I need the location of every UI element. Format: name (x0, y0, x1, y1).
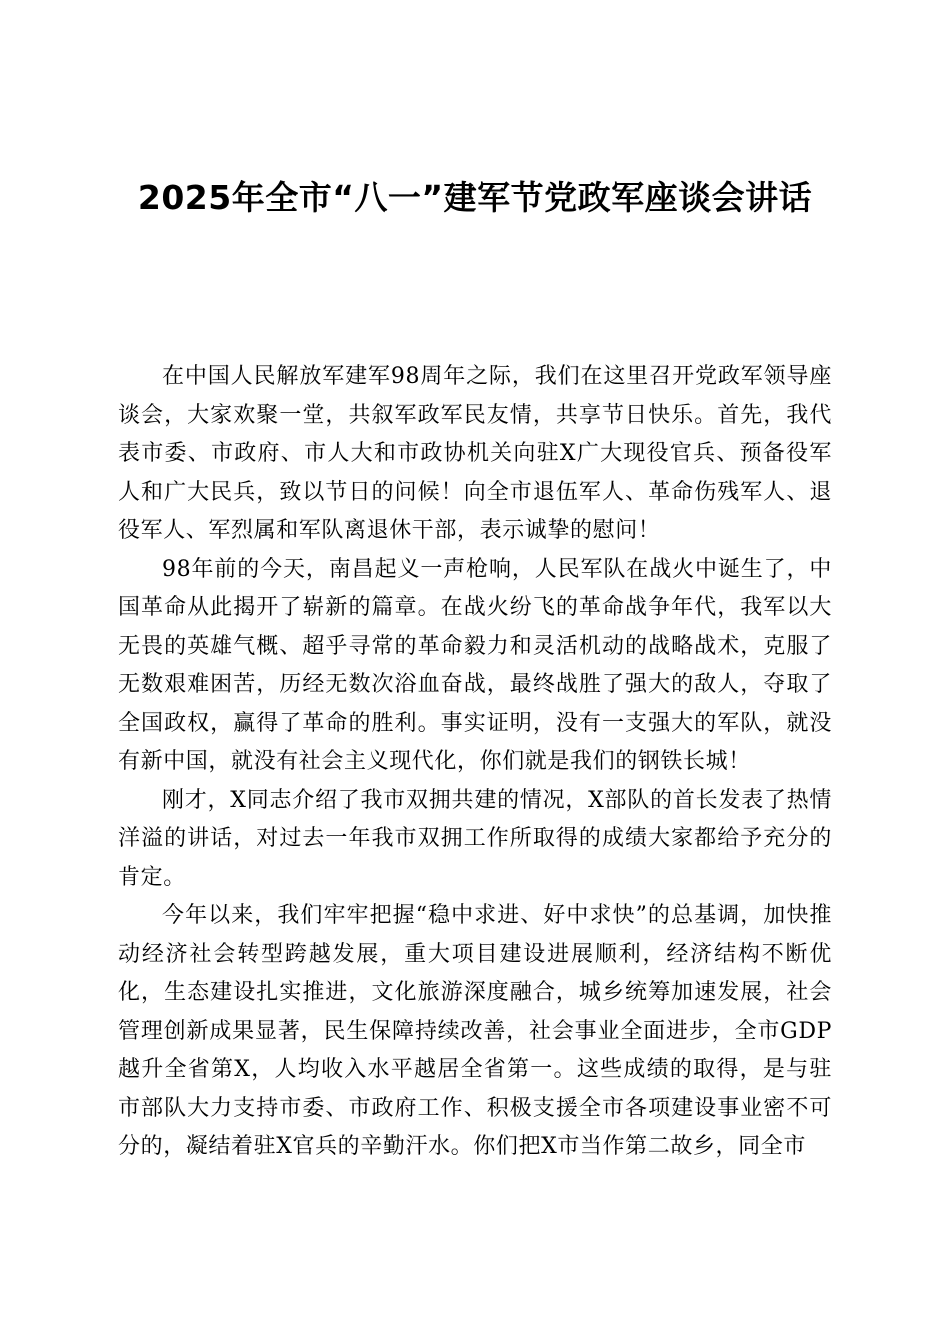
paragraph-3: 刚才，X同志介绍了我市双拥共建的情况，X部队的首长发表了热情洋溢的讲话，对过去一年我市双拥工作所取得的成绩大家都给予充分的肯定。 (118, 787, 832, 890)
document-body (118, 358, 832, 1167)
paragraph-1: 在中国人民解放军建军98周年之际，我们在这里召开党政军领导座谈会，大家欢聚一堂，共叙军政军民友情，共享节日快乐。首先，我代表市委、市政府、市人大和市政协机关向驻X广大现役官兵、预备役军人和广大民兵，致以节日的问候！向全市退伍军人、革命伤残军人、退役军人、军烈属和军队离退休干部，表示诚挚的慰问！ (118, 364, 832, 543)
paragraph-4: 今年以来，我们牢牢把握“稳中求进、好中求快”的总基调，加快推动经济社会转型跨越发展，重大项目建设进展顺利，经济结构不断优化，生态建设扎实推进，文化旅游深度融合，城乡统筹加速发展，社会管理创新成果显著，民生保障持续改善，社会事业全面进步，全市GDP越升全省第X，人均收入水平越居全省第一。这些成绩的取得，是与驻市部队大力支持市委、市政府工作、积极支援全市各项建设事业密不可分的，凝结着驻X官兵的辛勤汗水。你们把X市当作第二故乡，同全市 (118, 903, 832, 1159)
paragraph-2: 98年前的今天，南昌起义一声枪响，人民军队在战火中诞生了，中国革命从此揭开了崭新的篇章。在战火纷飞的革命战争年代，我军以大无畏的英雄气概、超乎寻常的革命毅力和灵活机动的战略战术，克服了无数艰难困苦，历经无数次浴血奋战，最终战胜了强大的敌人，夺取了全国政权，赢得了革命的胜利。事实证明，没有一支强大的军队，就没有新中国，就没有社会主义现代化，你们就是我们的钢铁长城！ (118, 556, 832, 774)
document-title: 2025年全市“八一”建军节党政军座谈会讲话 (137, 178, 813, 217)
